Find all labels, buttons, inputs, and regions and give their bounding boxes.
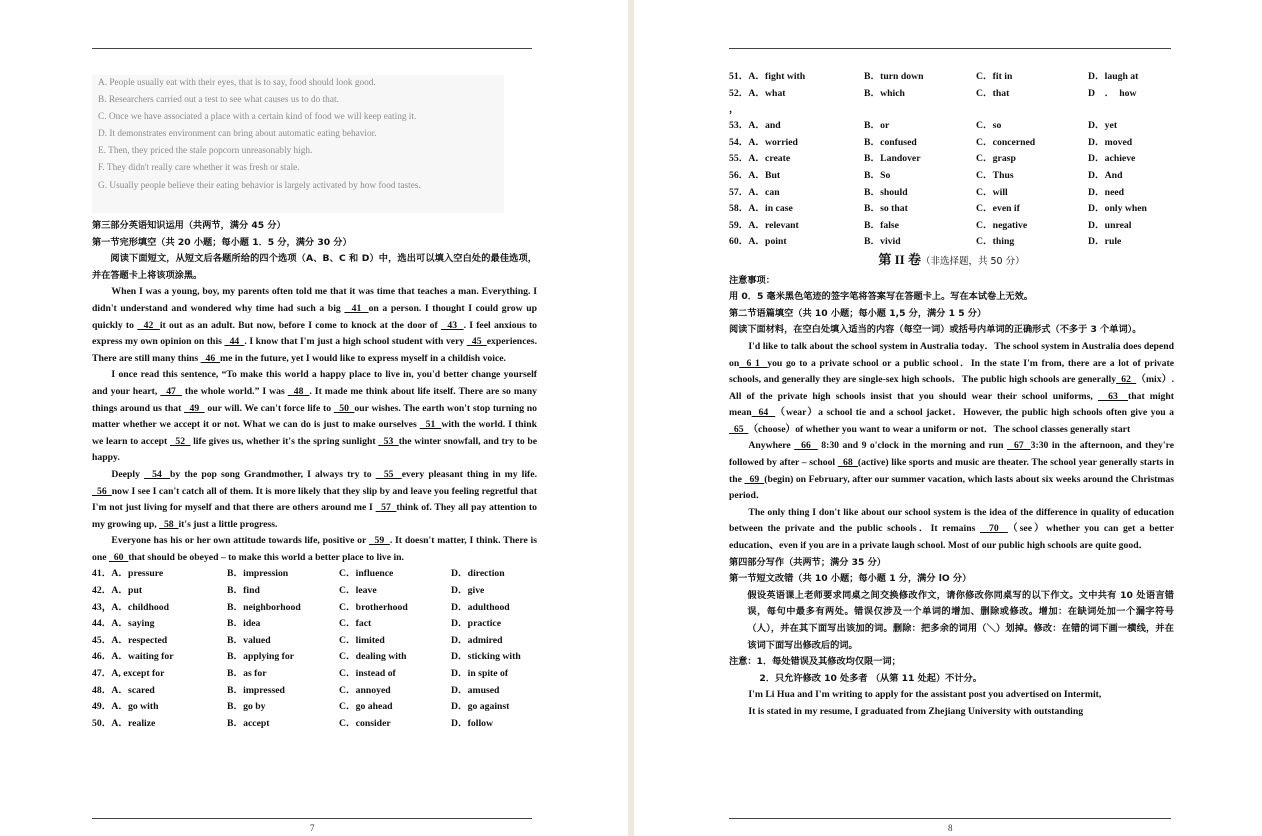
option-choice: B．false bbox=[864, 219, 899, 231]
option-row bbox=[729, 86, 1174, 103]
top-rule bbox=[92, 48, 532, 49]
fill-blank: 65 bbox=[729, 423, 749, 435]
scanned-option: F. They didn't really care whether it was fresh or stale. bbox=[98, 163, 300, 174]
option-choice: D．yet bbox=[1088, 120, 1118, 132]
scanned-option-list bbox=[92, 75, 504, 195]
passage-text: 3:30 in the afternoon, and they're followed by after – school bbox=[729, 440, 1175, 469]
option-wrap-mark: ， bbox=[729, 104, 739, 116]
fill-blank: 66 bbox=[794, 440, 818, 452]
passage-text: that should be obeyed – to make this world a better place to live in. bbox=[128, 551, 404, 563]
passage-text: （see）whether you can get a better education、even if you are in a private laugh school. Most of our public high schools are quite good． bbox=[729, 523, 1175, 552]
option-row bbox=[729, 151, 1174, 168]
option-choice: B．neighborhood bbox=[227, 601, 301, 613]
page-number: 8 bbox=[948, 823, 953, 833]
notice-heading: 注意事项： bbox=[729, 274, 775, 286]
bottom-rule bbox=[92, 818, 532, 819]
option-choice: C．even if bbox=[976, 203, 1020, 215]
option-choice: D．practice bbox=[451, 618, 502, 630]
passage-text: by the pop song Grandmother, I always try to bbox=[170, 468, 376, 480]
option-row bbox=[729, 234, 1174, 251]
option-choice: 51．A．fight with bbox=[729, 71, 806, 82]
passage-text: our wishes. The earth won't stop turning no matter whether we accept it or not. What we can do is just to make ourselves bbox=[92, 402, 538, 431]
option-choice: 43，A．childhood bbox=[92, 601, 169, 613]
passage-text: Deeply bbox=[111, 468, 144, 480]
option-choice: C．will bbox=[976, 186, 1008, 198]
option-choice: C．fit in bbox=[976, 71, 1013, 82]
option-choice: B．confused bbox=[864, 136, 917, 148]
cloze-blank: 42 bbox=[137, 319, 160, 331]
option-choice: 57．A．can bbox=[729, 186, 780, 198]
cloze-blank: 43 bbox=[440, 319, 464, 331]
option-choice: 59．A．relevant bbox=[729, 219, 799, 231]
option-choice: D．amused bbox=[451, 684, 500, 696]
cloze-blank: 59 bbox=[368, 535, 390, 547]
cloze-blank: 50 bbox=[333, 402, 355, 414]
passage-text: now I see I can't catch all of them. It is more likely that they slip by and leave you feeling regretful that I'm not just living for myself and that there are others around me I bbox=[92, 485, 538, 514]
passage-text: （wear）a school tie and a school jacket．However, the public high schools often give you a bbox=[775, 407, 1175, 419]
left-text-column bbox=[92, 218, 537, 732]
scanned-option: E. Then, they priced the stale popcorn unreasonably high. bbox=[98, 146, 313, 157]
passage-text: that might mean bbox=[729, 390, 1174, 419]
note-2: 2．只允许修改 10 处多者 （从第 11 处起）不计分。 bbox=[759, 672, 982, 684]
passage-text: . It made me think about life itself. There are so many things around us that bbox=[92, 385, 538, 414]
section2-instructions: 阅读下面材料，在空白处填入适当的内容（每空一词）或括号内单词的正确形式（不多于 3 个单词）。 bbox=[729, 324, 1142, 336]
option-choice: D．laugh at bbox=[1088, 71, 1139, 82]
passage-text: . It doesn't matter, I think. There is one bbox=[92, 535, 538, 563]
section1w-heading: 第一节短文改错（共 10 小题；每小题 1 分，满分 lO 分） bbox=[729, 573, 972, 585]
option-choice: C．thing bbox=[976, 236, 1015, 248]
option-choice: D．rule bbox=[1088, 236, 1122, 248]
grammar-passage bbox=[729, 339, 1174, 555]
option-choice: D．adulthood bbox=[451, 601, 510, 613]
option-choice: C．so bbox=[976, 120, 1002, 132]
left-page bbox=[0, 0, 628, 836]
option-choice: D．need bbox=[1088, 186, 1125, 198]
option-choice: B．should bbox=[864, 186, 908, 198]
cloze-blank: 55 bbox=[375, 468, 402, 480]
option-choice: C．instead of bbox=[339, 668, 396, 680]
option-choice: B．accept bbox=[227, 717, 270, 729]
option-row bbox=[729, 201, 1174, 218]
cloze-blank: 51 bbox=[419, 419, 442, 431]
option-choice: D．in spite of bbox=[451, 668, 509, 680]
option-choice: C．grasp bbox=[976, 153, 1016, 165]
option-choice: D．unreal bbox=[1088, 219, 1132, 231]
option-choice: D．give bbox=[451, 585, 485, 597]
option-choice: B．So bbox=[864, 169, 891, 181]
scanned-options-image bbox=[92, 75, 504, 213]
option-row bbox=[92, 666, 537, 683]
cloze-blank: 45 bbox=[466, 336, 487, 348]
notice-text: 用 0．5 毫米黑色笔迹的签字笔将答案写在答题卡上。写在本试卷上无效。 bbox=[729, 291, 1033, 303]
option-row bbox=[729, 69, 1174, 86]
option-choice: B．as for bbox=[227, 668, 267, 680]
option-choice: C．leave bbox=[339, 585, 377, 597]
option-choice: B．or bbox=[864, 120, 890, 132]
passage-text: I once read this sentence, “To make this world a happy place to live in, you'd better change yourself and your heart, bbox=[92, 369, 537, 397]
passage-text: . I know that I'm just a high school student with very bbox=[244, 336, 467, 348]
fill-blank: 6 1 bbox=[739, 357, 768, 369]
option-choice: C．negative bbox=[976, 219, 1028, 231]
option-choice: D．moved bbox=[1088, 136, 1133, 148]
option-choice: B．so that bbox=[864, 203, 908, 215]
option-choice: B．Landover bbox=[864, 153, 921, 165]
cloze-options-41-50 bbox=[92, 566, 537, 732]
cloze-blank: 44 bbox=[224, 336, 245, 348]
top-rule bbox=[729, 48, 1171, 49]
option-row bbox=[92, 716, 537, 733]
passage-paragraph bbox=[729, 505, 1174, 555]
option-choice: B．vivid bbox=[864, 236, 901, 248]
option-choice: B．impression bbox=[227, 568, 289, 580]
passage-text: it out as an adult. But now, before I come to knock at the door of bbox=[159, 319, 441, 331]
option-choice: B．turn down bbox=[864, 71, 924, 82]
option-choice: C．limited bbox=[339, 634, 385, 646]
passage-text: the whole world.” I was bbox=[181, 385, 288, 397]
option-choice: 54．A．worried bbox=[729, 136, 798, 148]
option-choice: B．impressed bbox=[227, 684, 285, 696]
option-choice: 50．A．realize bbox=[92, 717, 156, 729]
scanned-option: B. Researchers carried out a test to see what causes us to do that. bbox=[98, 95, 339, 106]
cloze-blank: 47 bbox=[160, 385, 182, 397]
option-row bbox=[729, 118, 1174, 135]
passage-text: think of. They all pay attention to my growing up, bbox=[92, 502, 537, 530]
option-choice: D．sticking with bbox=[451, 651, 521, 663]
passage-text: you go to a private school or a public school．In the state I'm from, there are a lot of private schools, and generally they are single-sex high schools．The public high schools are generally bbox=[729, 357, 1174, 386]
right-page bbox=[634, 0, 1262, 836]
option-choice: D．direction bbox=[451, 568, 505, 580]
passage-text: (begin) on February, after our summer vacation, which lasts about six weeks around the Christmas period． bbox=[729, 473, 1175, 502]
essay-line: I'm Li Hua and I'm writing to apply for the assistant post you advertised on Intermit, bbox=[748, 689, 1102, 701]
option-choice: C．concerned bbox=[976, 136, 1036, 148]
option-choice: 56．A．But bbox=[729, 169, 781, 181]
passage-text: The only thing I don't like about our school system is the idea of the difference in quality of education between the private and the public schools．It remains bbox=[729, 506, 1174, 535]
section1w-instructions: 假设英语课上老师要求同桌之间交换修改作文，请你修改你同桌写的以下作文。文中共有 10 处语言错误，每句中最多有两处。错误仅涉及一个单词的增加、删除或修改。增加：在缺词处加一个漏字符号（人），并在其下面写出该加的词。删除：把多余的词用（＼）划掉。修改：在错的词下画一横线，并在该词下面写出修改后的词。 bbox=[747, 589, 1174, 651]
scanned-option: D. It demonstrates environment can bring about automatic eating behavior. bbox=[98, 129, 377, 140]
option-row bbox=[729, 135, 1174, 152]
section1-heading: 第一节完形填空（共 20 小题；每小题 1．5 分，满分 30 分） bbox=[92, 236, 352, 248]
passage-text: I'd like to talk about the school system in Australia today．The school system in Australia does depend on bbox=[729, 340, 1174, 369]
option-choice: D．And bbox=[1088, 169, 1123, 181]
fill-blank: 64 bbox=[751, 407, 776, 419]
passage-text: life gives us, whether it's the spring sunlight bbox=[190, 435, 379, 447]
option-choice: 45．A．respected bbox=[92, 634, 168, 646]
essay-text bbox=[729, 687, 1174, 720]
option-row bbox=[729, 168, 1174, 185]
bottom-rule bbox=[729, 818, 1171, 819]
cloze-blank: 48 bbox=[287, 385, 310, 397]
passage-text: it's just a little progress. bbox=[178, 518, 278, 530]
passage-text: （mix）. All of the private high schools insist that you should wear their school uniforms, bbox=[729, 374, 1175, 402]
page-number: 7 bbox=[310, 823, 315, 833]
option-choice: C．brotherhood bbox=[339, 601, 408, 613]
option-choice: C．Thus bbox=[976, 169, 1014, 181]
option-row bbox=[92, 649, 537, 666]
scanned-option: C. Once we have associated a place with a certain kind of food we will keep eating it. bbox=[98, 112, 417, 123]
fill-blank: 68 bbox=[837, 457, 858, 469]
cloze-passage bbox=[92, 284, 537, 566]
passage-text: me in the future, yet I would like to express myself in a childish voice. bbox=[220, 352, 506, 364]
note-1: 注意：1．每处错误及其修改均仅限一词； bbox=[729, 656, 901, 668]
passage-text: . I feel anxious to express my own opinion on this bbox=[92, 319, 538, 348]
option-choice: B．find bbox=[227, 585, 260, 597]
cloze-blank: 52 bbox=[169, 435, 191, 447]
option-choice: C．influence bbox=[339, 568, 394, 580]
option-choice: B．go by bbox=[227, 701, 266, 713]
option-choice: 55．A．create bbox=[729, 153, 791, 165]
fill-blank: 70 bbox=[979, 523, 1008, 535]
option-row bbox=[92, 616, 537, 633]
part2-note: （非选择题，共 50 分） bbox=[920, 255, 1025, 267]
part2-title bbox=[729, 252, 1174, 271]
fill-blank: 62 bbox=[1116, 374, 1137, 386]
option-choice: B．idea bbox=[227, 618, 261, 630]
option-choice: D．admired bbox=[451, 634, 503, 646]
right-text-column bbox=[729, 69, 1174, 721]
option-choice: 53．A．and bbox=[729, 120, 781, 132]
passage-paragraph bbox=[729, 339, 1174, 439]
option-row bbox=[92, 583, 537, 600]
part2-title-text: 第 II 卷 bbox=[878, 251, 921, 267]
passage-text: （choose）of whether you want to wear a uniform or not．The school classes generally start bbox=[748, 423, 1131, 435]
option-row bbox=[92, 683, 537, 700]
passage-text: When I was a young, boy, my parents often told me that it was time that teaches a man. Everything. I didn't understand and wondered why time had such a big bbox=[92, 286, 537, 314]
cloze-options-51-60 bbox=[729, 69, 1174, 251]
passage-text: Everyone has his or her own attitude towards life, positive or bbox=[111, 535, 369, 547]
option-choice: 52．A．what bbox=[729, 87, 786, 99]
cloze-blank: 58 bbox=[159, 518, 179, 530]
passage-text: experiences. There are still many thins bbox=[92, 336, 537, 364]
option-choice: 47．A, except for bbox=[92, 668, 165, 680]
option-row bbox=[729, 185, 1174, 202]
passage-text: our will. We can't force life to bbox=[204, 402, 334, 414]
passage-text: Anywhere bbox=[748, 440, 795, 452]
passage-paragraph bbox=[92, 467, 537, 533]
passage-paragraph bbox=[729, 438, 1174, 504]
option-choice: C．annoyed bbox=[339, 684, 391, 696]
fill-blank: 69 bbox=[744, 473, 765, 485]
passage-paragraph bbox=[92, 367, 537, 467]
option-row bbox=[729, 218, 1174, 235]
option-choice: C．dealing with bbox=[339, 651, 407, 663]
cloze-blank: 46 bbox=[200, 352, 221, 364]
option-choice: B．valued bbox=[227, 634, 271, 646]
passage-paragraph bbox=[92, 533, 537, 566]
option-row bbox=[92, 600, 537, 617]
fill-blank: 63 bbox=[1097, 390, 1128, 402]
option-choice: 44．A．saying bbox=[92, 618, 155, 630]
option-choice: D ． how bbox=[1088, 87, 1137, 99]
scanned-option: G. Usually people believe their eating behavior is largely activated by how food tastes. bbox=[98, 180, 421, 191]
section2-heading: 第二节语篇填空（共 10 小题；每小题 1,5 分，满分 1 5 分） bbox=[729, 307, 987, 319]
option-choice: 42．A．put bbox=[92, 585, 143, 597]
cloze-blank: 60 bbox=[108, 551, 129, 563]
passage-text: every pleasant thing in my life. bbox=[401, 468, 537, 480]
option-choice: D．go against bbox=[451, 701, 510, 713]
option-choice: 41．A．pressure bbox=[92, 568, 164, 580]
option-choice: B．which bbox=[864, 87, 905, 99]
option-choice: C．go ahead bbox=[339, 701, 393, 713]
part4-heading: 第四部分写作（共两节；满分 35 分） bbox=[729, 556, 886, 568]
passage-text: on a person. I thought I could grow up quickly to bbox=[92, 302, 538, 331]
cloze-instructions: 阅读下面短文，从短文后各题所给的四个选项（A、B、C 和 D）中，选出可以填入空白处的最佳选项，并在答题卡上将该项涂黑。 bbox=[92, 253, 537, 281]
passage-text: the winter snowfall, and try to be happy. bbox=[92, 435, 538, 464]
cloze-blank: 54 bbox=[144, 468, 171, 480]
option-row bbox=[92, 633, 537, 650]
option-choice: 58．A．in case bbox=[729, 203, 793, 215]
option-choice: D．achieve bbox=[1088, 153, 1136, 165]
option-choice: 46．A．waiting for bbox=[92, 651, 174, 663]
passage-text: 8:30 and 9 o'clock in the morning and run bbox=[817, 440, 1008, 452]
essay-line: It is stated in my resume, I graduated from Zhejiang University with outstanding bbox=[748, 705, 1084, 717]
option-choice: C．fact bbox=[339, 618, 372, 630]
option-row bbox=[92, 566, 537, 583]
option-choice: 48．A．scared bbox=[92, 684, 155, 696]
passage-paragraph bbox=[92, 284, 537, 367]
passage-text: (active) like sports and music are theater. The school year generally starts in the bbox=[729, 457, 1174, 485]
scanned-option: A. People usually eat with their eyes, that is to say, food should look good. bbox=[98, 78, 376, 88]
cloze-blank: 57 bbox=[375, 502, 397, 514]
fill-blank: 67 bbox=[1007, 440, 1031, 452]
option-choice: D．follow bbox=[451, 717, 493, 729]
option-choice: B．applying for bbox=[227, 651, 295, 663]
cloze-blank: 56 bbox=[92, 485, 112, 497]
option-choice: 49．A．go with bbox=[92, 701, 159, 713]
option-choice: D．only when bbox=[1088, 203, 1147, 215]
option-row bbox=[92, 699, 537, 716]
option-choice: C．consider bbox=[339, 717, 391, 729]
part3-heading: 第三部分英语知识运用（共两节，满分 45 分） bbox=[92, 220, 286, 231]
cloze-blank: 53 bbox=[378, 435, 399, 447]
cloze-blank: 49 bbox=[184, 402, 205, 414]
option-choice: C．that bbox=[976, 87, 1010, 99]
cloze-blank: 41 bbox=[344, 302, 369, 314]
option-choice: 60．A．point bbox=[729, 236, 787, 248]
passage-text: with the world. I think we learn to accept bbox=[92, 419, 537, 447]
